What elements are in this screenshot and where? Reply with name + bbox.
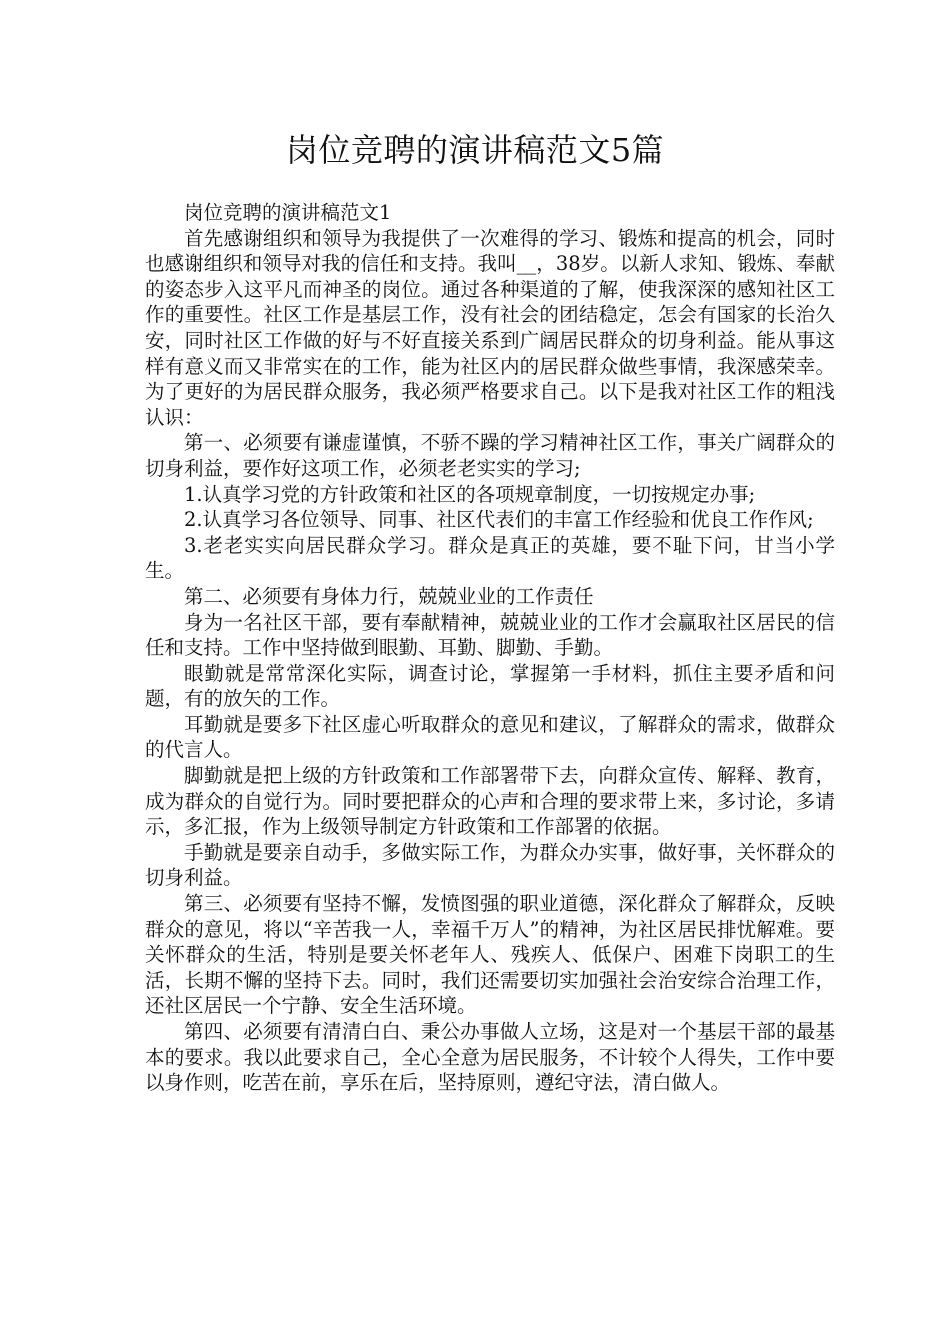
document-body	[145, 200, 835, 1096]
body-paragraph: 第一、必须要有谦虚谨慎，不骄不躁的学习精神社区工作，事关广阔群众的切身利益，要作好这项工作，必须老老实实的学习;	[145, 431, 835, 480]
list-item: 2.认真学习各位领导、同事、社区代表们的丰富工作经验和优良工作作风;	[184, 508, 814, 532]
body-paragraph: 第四、必须要有清清白白、秉公办事做人立场，这是对一个基层干部的最基本的要求。我以此要求自己，全心全意为居民服务，不计较个人得失，工作中要以身作则，吃苦在前，享乐在后，坚持原则，遵纪守法，清白做人。	[145, 1020, 835, 1095]
body-paragraph: 身为一名社区干部，要有奉献精神，兢兢业业的工作才会赢取社区居民的信任和支持。工作中坚持做到眼勤、耳勤、脚勤、手勤。	[145, 610, 835, 660]
body-paragraph: 眼勤就是常常深化实际，调查讨论，掌握第一手材料，抓住主要矛盾和问题，有的放矢的工作。	[145, 661, 835, 711]
body-paragraph: 第二、必须要有身体力行，兢兢业业的工作责任	[184, 584, 594, 608]
document-title: 岗位竞聘的演讲稿范文5篇	[285, 131, 665, 169]
body-paragraph: 耳勤就是要多下社区虚心听取群众的意见和建议，了解群众的需求，做群众的代言人。	[145, 712, 835, 762]
body-paragraph: 首先感谢组织和领导为我提供了一次难得的学习、锻炼和提高的机会，同时也感谢组织和领导对我的信任和支持。我叫__，38岁。以新人求知、锻炼、奉献的姿态步入这平凡而神圣的岗位。通过各种渠道的了解，使我深深的感知社区工作的重要性。社区工作是基层工作，没有社会的团结稳定，怎会有国家的长治久安，同时社区工作做的好与不好直接关系到广阔居民群众的切身利益。能从事这样有意义而又非常实在的工作，能为社区内的居民群众做些事情，我深感荣幸。为了更好的为居民群众服务，我必须严格要求自己。以下是我对社区工作的粗浅认识：	[145, 226, 835, 429]
body-paragraph: 手勤就是要亲自动手，多做实际工作，为群众办实事，做好事，关怀群众的切身利益。	[145, 840, 835, 890]
list-item: 1.认真学习党的方针政策和社区的各项规章制度，一切按规定办事;	[184, 482, 756, 506]
body-paragraph: 脚勤就是把上级的方针政策和工作部署带下去，向群众宣传、解释、教育，成为群众的自觉行为。同时要把群众的心声和合理的要求带上来，多讨论，多请示，多汇报，作为上级领导制定方针政策和工作部署的依据。	[145, 764, 835, 839]
section-heading: 岗位竞聘的演讲稿范文1	[184, 201, 392, 224]
list-item: 3.老老实实向居民群众学习。群众是真正的英雄，要不耻下问，甘当小学生。	[145, 533, 835, 583]
body-paragraph: 第三、必须要有坚持不懈，发愤图强的职业道德，深化群众了解群众，反映群众的意见，将以“辛苦我一人，幸福千万人”的精神，为社区居民排忧解难。要关怀群众的生活，特别是要关怀老年人、残疾人、低保户、困难下岗职工的生活，长期不懈的坚持下去。同时，我们还需要切实加强社会治安综合治理工作，还社区居民一个宁静、安全生活环境。	[145, 892, 835, 1018]
